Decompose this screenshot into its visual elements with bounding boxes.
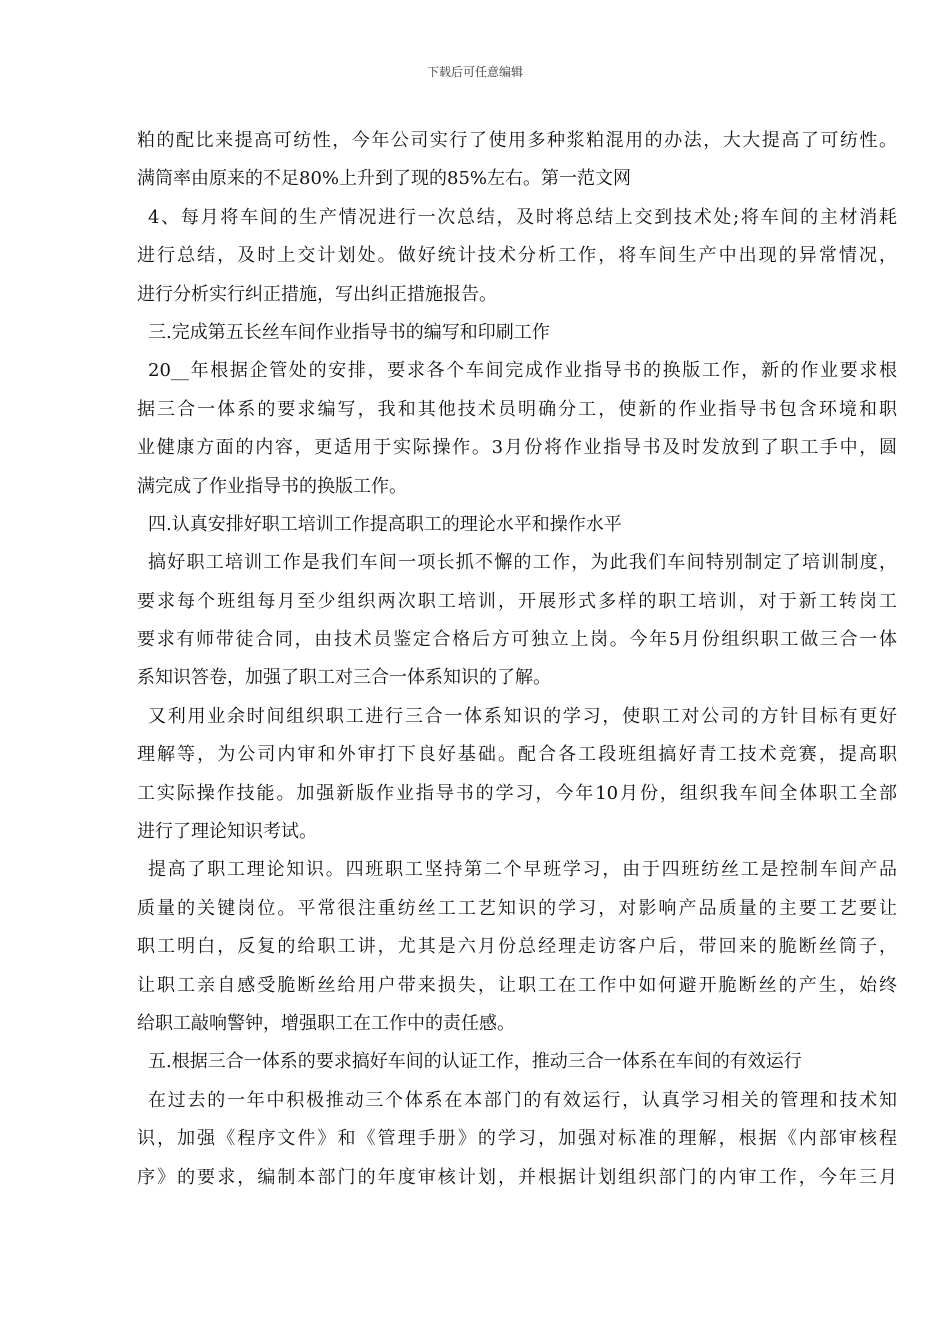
text-line: 4、每月将车间的生产情况进行一次总结，及时将总结上交到技术处;将车间的主材消耗: [148, 206, 897, 228]
text-line: 工实际操作技能。加强新版作业指导书的学习，今年10月份，组织我车间全体职工全部: [137, 782, 897, 804]
text-line: 20__年根据企管处的安排，要求各个车间完成作业指导书的换版工作，新的作业要求根: [148, 360, 897, 382]
text-line: 进行总结，及时上交计划处。做好统计技术分析工作，将车间生产中出现的异常情况，: [137, 245, 897, 267]
text-line: 搞好职工培训工作是我们车间一项长抓不懈的工作，为此我们车间特别制定了培训制度，: [148, 552, 897, 574]
text-line: 三.完成第五长丝车间作业指导书的编写和印刷工作: [148, 321, 550, 343]
text-line: 据三合一体系的要求编写，我和其他技术员明确分工，使新的作业指导书包含环境和职: [137, 398, 897, 420]
text-line: 粕的配比来提高可纺性，今年公司实行了使用多种浆粕混用的办法，大大提高了可纺性。: [137, 130, 897, 151]
text-line: 系知识答卷，加强了职工对三合一体系知识的了解。: [137, 667, 551, 689]
text-line: 进行分析实行纠正措施，写出纠正措施报告。: [137, 283, 497, 305]
text-line: 给职工敲响警钟，增强职工在工作中的责任感。: [137, 1012, 515, 1034]
text-line: 让职工亲自感受脆断丝给用户带来损失，让职工在工作中如何避开脆断丝的产生，始终: [137, 974, 897, 996]
text-line: 满完成了作业指导书的换版工作。: [137, 475, 407, 497]
text-line: 序》的要求，编制本部门的年度审核计划，并根据计划组织部门的内审工作，今年三月: [137, 1166, 897, 1188]
text-line: 满筒率由原来的不足80%上升到了现的85%左右。第一范文网: [137, 168, 632, 190]
page-header: 下载后可任意编辑: [426, 65, 523, 79]
text-line: 理解等，为公司内审和外审打下良好基础。配合各工段班组搞好青工技术竞赛，提高职: [137, 744, 897, 766]
text-line: 五.根据三合一体系的要求搞好车间的认证工作，推动三合一体系在车间的有效运行: [148, 1051, 802, 1073]
text-line: 进行了理论知识考试。: [137, 821, 317, 843]
text-line: 质量的关键岗位。平常很注重纺丝工工艺知识的学习，对影响产品质量的主要工艺要让: [137, 897, 897, 919]
document-body: [137, 122, 897, 1197]
text-line: 又利用业余时间组织职工进行三合一体系知识的学习，使职工对公司的方针目标有更好: [148, 705, 897, 727]
text-line: 职工明白，反复的给职工讲，尤其是六月份总经理走访客户后，带回来的脆断丝筒子，: [137, 936, 897, 958]
text-line: 识，加强《程序文件》和《管理手册》的学习，加强对标准的理解，根据《内部审核程: [137, 1128, 897, 1150]
text-line: 在过去的一年中积极推动三个体系在本部门的有效运行，认真学习相关的管理和技术知: [148, 1089, 897, 1111]
text-line: 提高了职工理论知识。四班职工坚持第二个早班学习，由于四班纺丝工是控制车间产品: [148, 859, 897, 881]
text-line: 要求每个班组每月至少组织两次职工培训，开展形式多样的职工培训，对于新工转岗工: [137, 590, 897, 612]
text-line: 四.认真安排好职工培训工作提高职工的理论水平和操作水平: [148, 513, 622, 535]
text-line: 要求有师带徒合同，由技术员鉴定合格后方可独立上岗。今年5月份组织职工做三合一体: [137, 629, 897, 651]
text-line: 业健康方面的内容，更适用于实际操作。3月份将作业指导书及时发放到了职工手中，圆: [137, 437, 897, 459]
